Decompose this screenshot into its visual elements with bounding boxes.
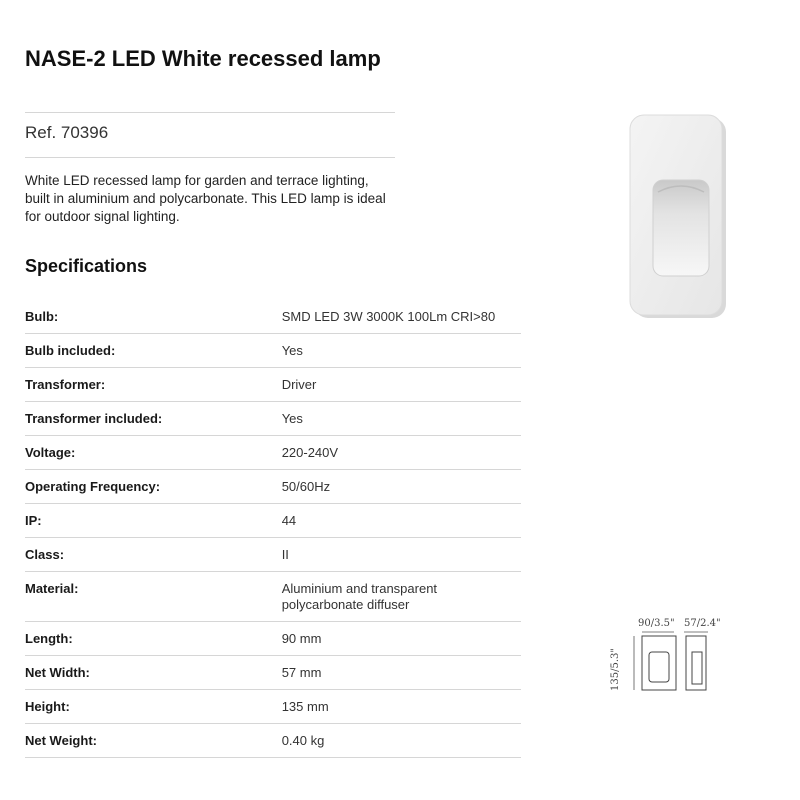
spec-label: Net Weight: <box>25 733 97 748</box>
product-reference: Ref. 70396 <box>25 123 109 142</box>
spec-row-length <box>25 622 521 656</box>
spec-row-transformer-included <box>25 402 521 436</box>
spec-label: Bulb: <box>25 309 59 324</box>
product-image <box>620 110 730 325</box>
spec-value: 57 mm <box>281 665 322 680</box>
spec-row-net-width <box>25 656 521 690</box>
title-divider <box>25 112 395 113</box>
spec-row-ip <box>25 504 521 538</box>
product-title: NASE-2 LED White recessed lamp <box>25 46 381 71</box>
spec-value: 44 <box>281 513 297 528</box>
spec-label: Net Width: <box>25 665 90 680</box>
spec-value: II <box>281 547 289 562</box>
side-width-label: 57/2.4" <box>684 618 721 629</box>
ref-divider <box>25 157 395 158</box>
spec-label: Voltage: <box>25 445 76 460</box>
spec-value: Aluminium and transparent polycarbonate diffuser <box>281 581 438 612</box>
spec-value: Driver <box>281 377 317 392</box>
spec-label: Material: <box>25 581 79 596</box>
spec-label: Length: <box>25 631 73 646</box>
specifications-table <box>25 300 521 758</box>
spec-row-operating-frequency <box>25 470 521 504</box>
spec-label: Operating Frequency: <box>25 479 161 494</box>
spec-value: SMD LED 3W 3000K 100Lm CRI>80 <box>281 309 496 324</box>
spec-row-height <box>25 690 521 724</box>
spec-value: 0.40 kg <box>281 733 325 748</box>
spec-row-transformer <box>25 368 521 402</box>
spec-label: Transformer: <box>25 377 106 392</box>
spec-row-bulb <box>25 300 521 334</box>
spec-label: IP: <box>25 513 42 528</box>
spec-label: Height: <box>25 699 70 714</box>
spec-value: 135 mm <box>281 699 329 714</box>
spec-row-net-weight <box>25 724 521 758</box>
front-width-label: 90/3.5" <box>638 618 675 629</box>
spec-row-bulb-included <box>25 334 521 368</box>
spec-label: Bulb included: <box>25 343 116 358</box>
spec-value: Yes <box>281 411 303 426</box>
spec-value: 50/60Hz <box>281 479 331 494</box>
spec-label: Class: <box>25 547 65 562</box>
spec-row-class <box>25 538 521 572</box>
spec-value: Yes <box>281 343 303 358</box>
height-label: 135/5.3" <box>609 648 621 691</box>
dimension-outline-icon <box>609 612 732 702</box>
specifications-heading: Specifications <box>25 256 148 276</box>
spec-value: 90 mm <box>281 631 322 646</box>
spec-row-material <box>25 572 521 622</box>
spec-value: 220-240V <box>281 445 339 460</box>
product-description: White LED recessed lamp for garden and terrace lighting, built in aluminium and polycarbonate. This LED lamp is ideal for outdoor signal lighting. <box>25 173 386 224</box>
spec-label: Transformer included: <box>25 411 163 426</box>
spec-row-voltage <box>25 436 521 470</box>
dimensions-drawing <box>609 612 732 702</box>
